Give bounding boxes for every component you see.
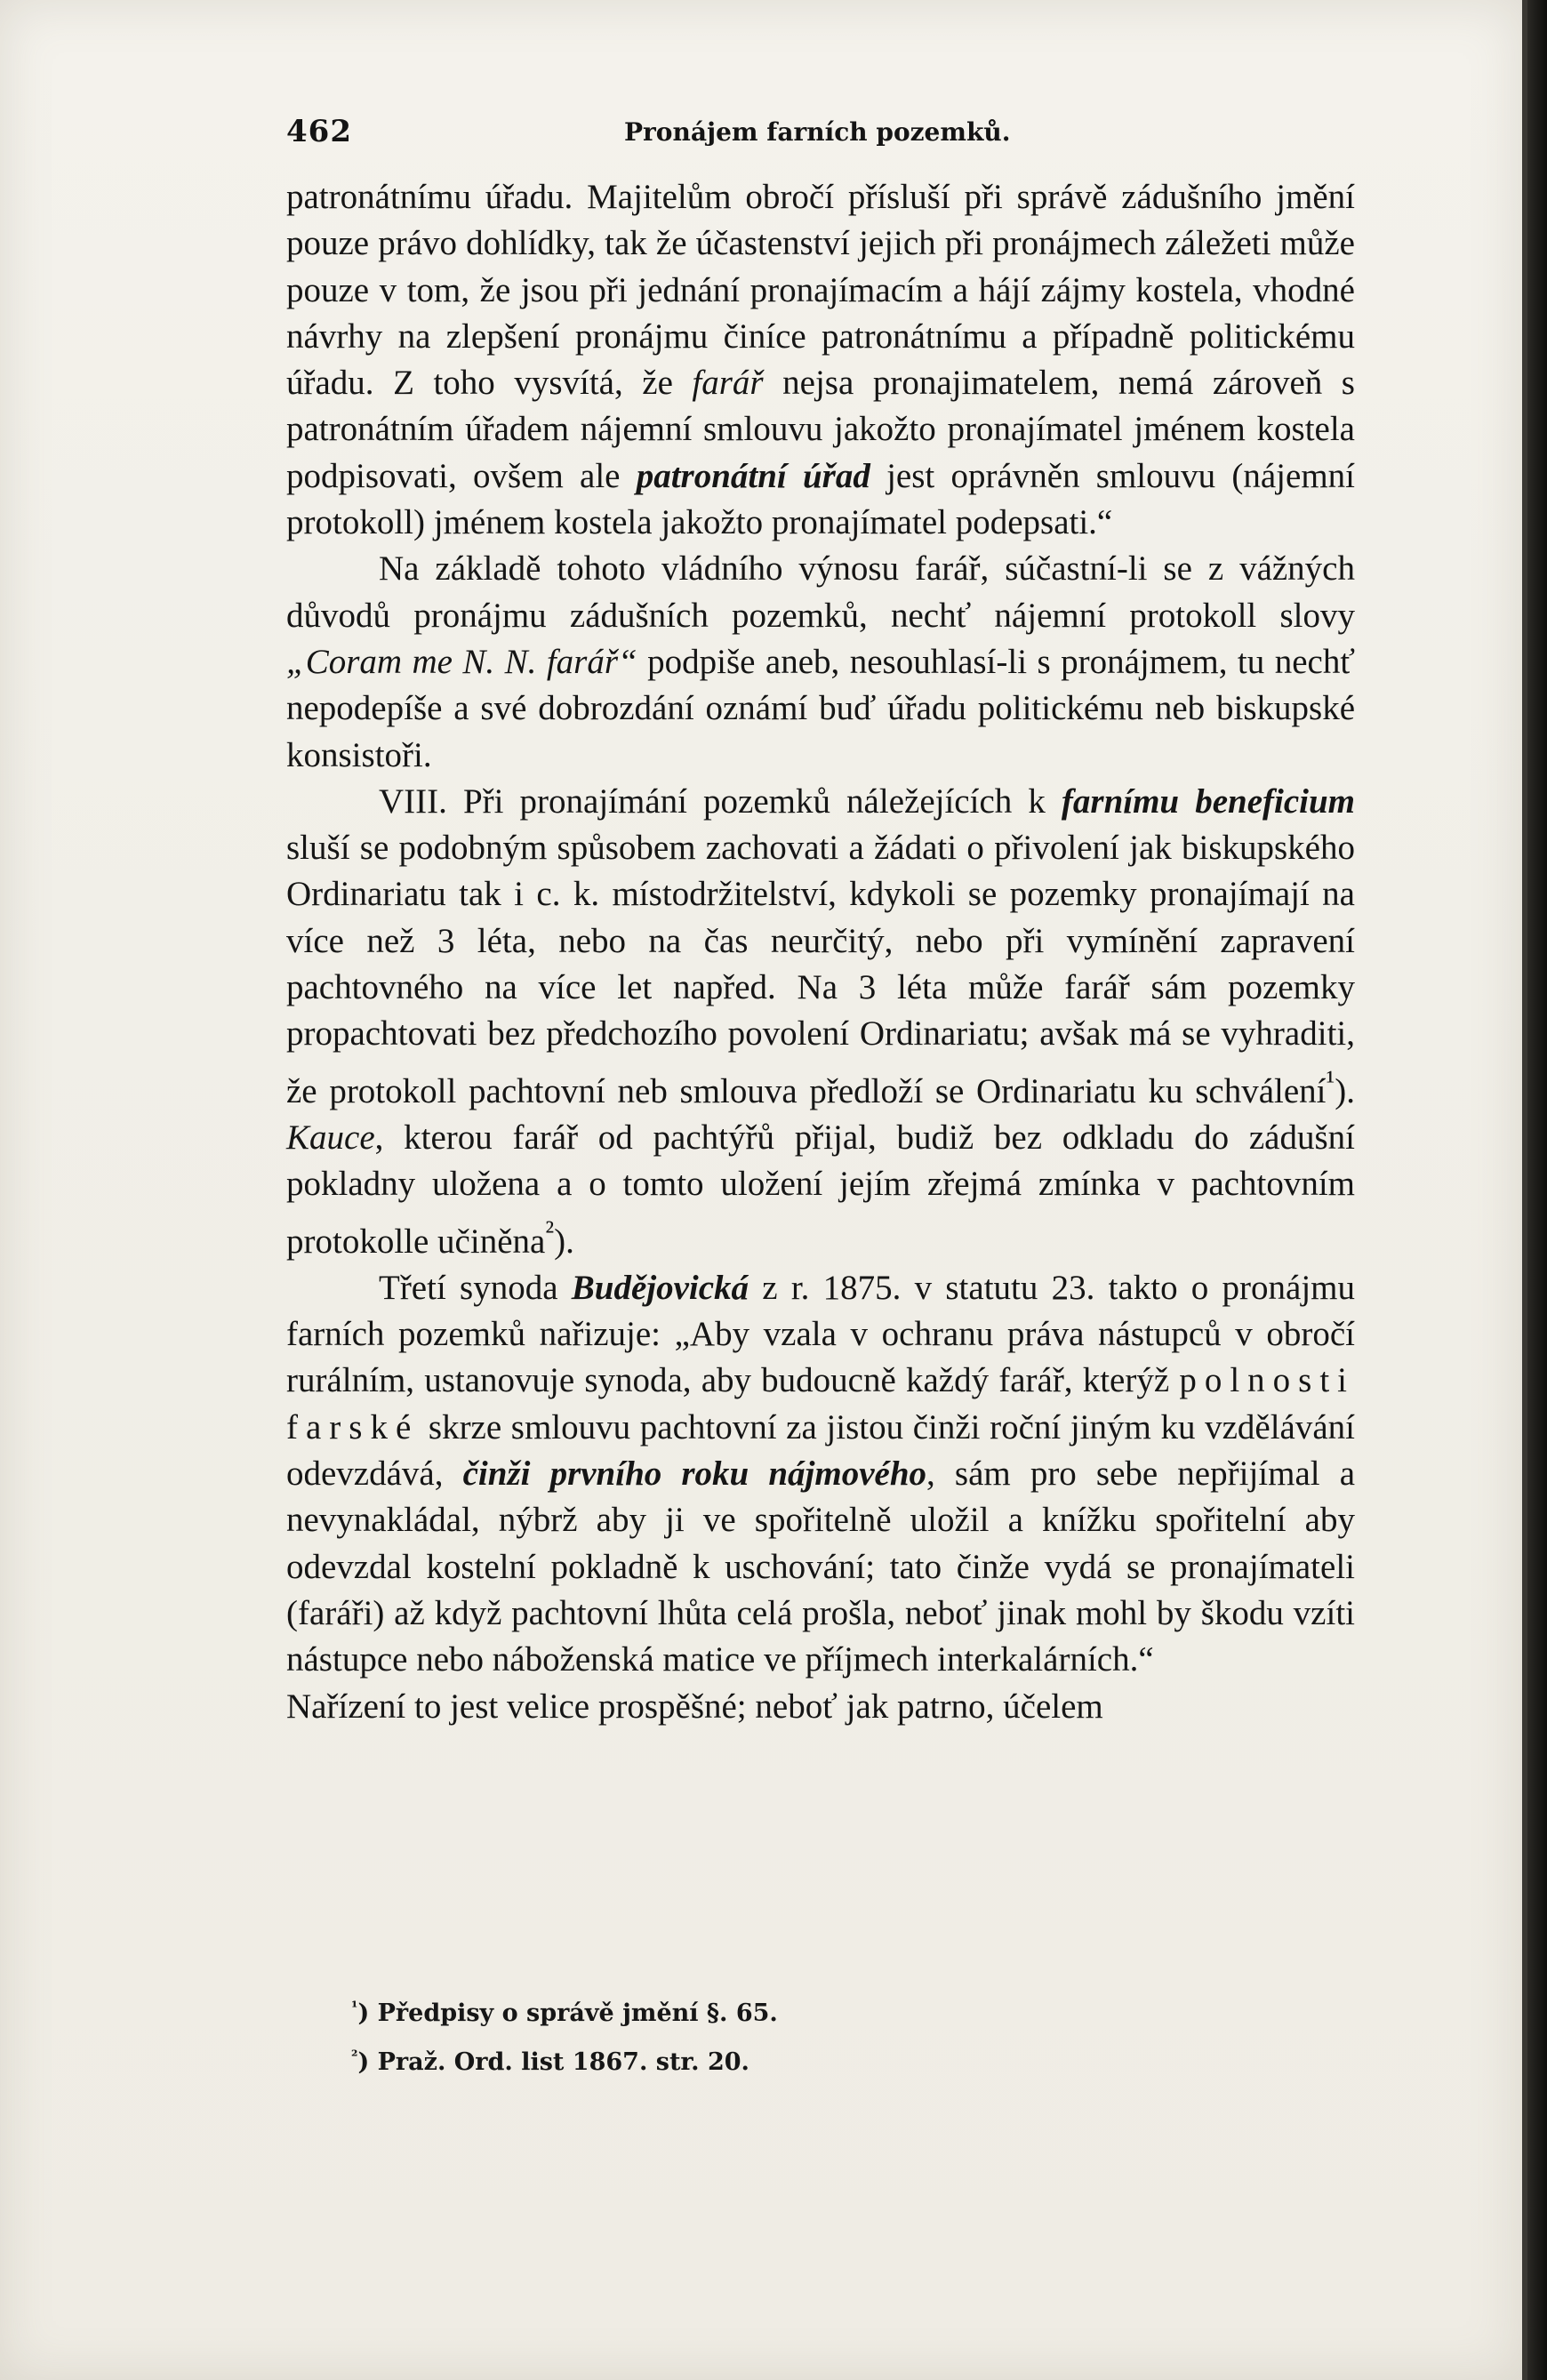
paragraph-1-italic-farar: farář: [692, 364, 764, 403]
paragraph-3-text-d: , kterou farář od pachtýřů přijal, budiž bez odkladu do zádušní pokladny uložena a o tomto uložení jejím zřejmá zmínka v pachtovním protokolle učiněna: [286, 1118, 1355, 1261]
paragraph-3-text-a: VIII. Při pronajímání pozemků náležejících k: [379, 781, 1062, 821]
footnote-2: [351, 2035, 1151, 2084]
paragraph-2: [286, 546, 1355, 778]
paragraph-3-text-e: ).: [554, 1222, 574, 1261]
paragraph-4-text-c: skrze smlouvu pachtovní za jistou činži roční jiným ku vzdělávání odevzdává,: [286, 1407, 1355, 1494]
paragraph-1: [286, 174, 1355, 546]
paragraph-4-text-a: Třetí synoda: [379, 1268, 572, 1307]
scan-edge: [1527, 0, 1547, 2380]
paragraph-2-text-b: podpiše aneb, nesouhlasí-li s pronájmem, tu nechť nepodepíše a své dobrozdání oznámí buď úřadu politickému neb biskupské konsistoři.: [286, 642, 1355, 774]
paragraph-4-text-d: , sám pro sebe nepřijímal a nevynakládal, nýbrž aby ji ve spořitelně uložil a knížku spořitelní aby odevzdal kostelní pokladně k uschování; tato činže vydá se pronajímateli (faráři) až když pachtovní lhůta celá prošla, neboť jinak mohl by škodu vzíti nástupce nebo náboženská matice ve příjmech interkalárních.“: [286, 1454, 1356, 1679]
running-head: [286, 114, 1353, 158]
paragraph-1-text-c: jest oprávněn smlouvu (nájemní protokoll) jménem kostela jakožto pronajímatel podepsati.“: [286, 456, 1355, 542]
paragraph-5: Nařízení to jest velice prospěšné; neboť jak patrno, účelem: [286, 1687, 1103, 1726]
paragraph-4-italic-cinzi: činži prvního roku nájmového: [462, 1454, 927, 1494]
running-title: Pronájem farních pozemků.: [624, 117, 1011, 147]
footnote-1: [351, 1986, 1151, 2035]
paragraph-3: [286, 779, 1355, 1265]
paragraph-4-italic-budejovicka: Budějovická: [571, 1268, 749, 1307]
footnotes: [351, 1986, 1151, 2084]
page-number: 462: [286, 114, 352, 149]
paragraph-3-text-b: sluší se podobným spůsobem zachovati a žádati o přivolení jak biskupského Ordinariatu tak i c. k. místodržitelství, kdykoli se pozemky pronajímají na více než 3 léta, nebo na čas neurčitý, nebo při vymínění zapravení pachtovného na více let napřed. Na 3 léta může farář sám pozemky propachtovati bez předchozího povolení Ordinariatu; avšak má se vyhraditi, že protokoll pachtovní neb smlouva předloží se Ordinariatu ku schválení: [286, 829, 1355, 1110]
footnote-ref-1: ¹: [1326, 1064, 1335, 1097]
footnote-2-text: ) Praž. Ord. list 1867. str. 20.: [357, 2048, 749, 2076]
footnote-1-text: ) Předpisy o správě jmění §. 65.: [357, 1999, 778, 2027]
paragraph-3-italic-kauce: Kauce: [286, 1118, 375, 1157]
paragraph-2-italic-coram: „Coram me N. N. farář“: [286, 642, 637, 681]
paragraph-4: [286, 1265, 1355, 1684]
paragraph-1-text-b: nejsa pronajimatelem, nemá zároveň s patronátním úřadem nájemní smlouvu jakožto pronajímatel jménem kostela podpisovati, ovšem ale: [286, 364, 1355, 495]
body-text: [286, 174, 1355, 1730]
paragraph-1-text-a: patronátnímu úřadu. Majitelům obročí přísluší při správě zádušního jmění pouze právo dohlídky, tak že účastenství jejich při pronájmech záležeti může pouze v tom, že jsou při jednání pronajímacím a hájí zájmy kostela, vhodné návrhy na zlepšení pronájmu činíce patronátnímu a případně politickému úřadu. Z toho vysvítá, že: [286, 178, 1355, 403]
paragraph-3-italic-farnimu-beneficium: farnímu beneficium: [1061, 781, 1355, 821]
footnote-2-mark: ²: [351, 2047, 358, 2065]
paragraph-2-text-a: Na základě tohoto vládního výnosu farář, súčastní-li se z vážných důvodů pronájmu zádušních pozemků, nechť nájemní protokoll slovy: [286, 549, 1355, 635]
footnote-ref-2: ²: [545, 1214, 555, 1247]
footnote-1-mark: ¹: [351, 1999, 358, 2016]
paragraph-3-text-c: ).: [1335, 1071, 1355, 1110]
paragraph-4-spaced-polnosti-farske: polnosti farské: [286, 1361, 1355, 1446]
paragraph-4-text-b: z r. 1875. v statutu 23. takto o pronájmu farních pozemků nařizuje: „Aby vzala v ochranu práva nástupců v obročí rurálním, ustanovuje synoda, aby budoucně každý farář, kterýž: [286, 1268, 1355, 1400]
paragraph-1-italic-patronatni-urad: patronátní úřad: [636, 456, 870, 495]
